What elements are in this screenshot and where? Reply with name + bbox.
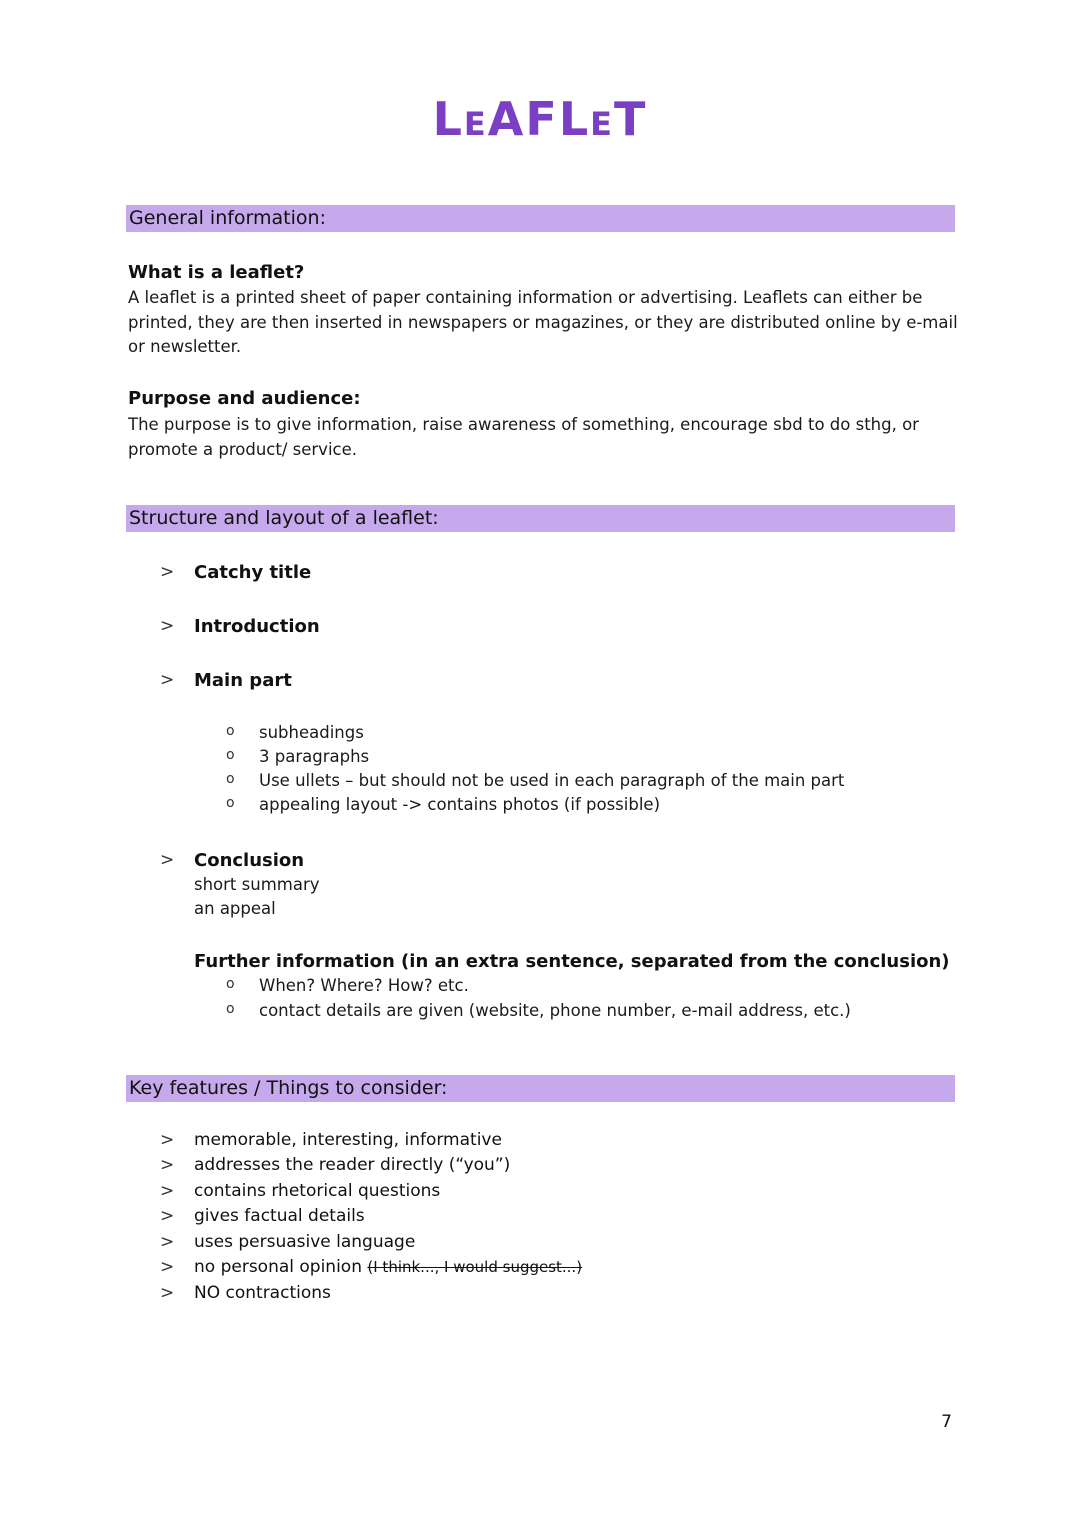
what-is-heading: What is a leaflet?: [128, 262, 305, 283]
subitem-label: appealing layout -> contains photos (if possible): [259, 795, 661, 814]
subitem-label: subheadings: [259, 723, 364, 742]
arrow-icon: >: [160, 1155, 175, 1175]
feature-label: addresses the reader directly (“you”): [194, 1155, 511, 1175]
feature-label: uses persuasive language: [194, 1232, 416, 1252]
feature-label-text: no personal opinion: [194, 1257, 362, 1277]
bullet-icon: o: [226, 976, 235, 992]
feature-label: memorable, interesting, informative: [194, 1130, 502, 1150]
feature-label: [194, 1257, 582, 1277]
arrow-icon: >: [160, 1181, 175, 1201]
feature-label: NO contractions: [194, 1283, 331, 1303]
section-header-structure: Structure and layout of a leaflet:: [126, 505, 955, 532]
arrow-icon: >: [160, 1257, 175, 1277]
bullet-icon: o: [226, 723, 235, 739]
bullet-icon: o: [226, 771, 235, 787]
feature-label: contains rhetorical questions: [194, 1181, 441, 1201]
subitem-label: When? Where? How? etc.: [259, 976, 469, 995]
arrow-icon: >: [160, 670, 175, 690]
conclusion-line: an appeal: [194, 899, 276, 918]
what-is-text: A leaflet is a printed sheet of paper containing information or advertising. Leaflets can either be printed, they are then inserted in newspapers or magazines, or they are distributed online by e-mail or newsletter.: [128, 288, 958, 356]
section-header-general: General information:: [126, 205, 955, 232]
conclusion-label: Conclusion: [194, 850, 305, 871]
bullet-icon: o: [226, 747, 235, 763]
arrow-icon: >: [160, 850, 175, 870]
purpose-heading: Purpose and audience:: [128, 388, 361, 409]
purpose-text: The purpose is to give information, raise awareness of something, encourage sbd to do sthg, or promote a product/ service.: [128, 415, 919, 459]
struck-example-text: (I think..., I would suggest...): [367, 1258, 583, 1276]
structure-item-label: Main part: [194, 670, 292, 691]
arrow-icon: >: [160, 616, 175, 636]
bullet-icon: o: [226, 1001, 235, 1017]
structure-item-label: Catchy title: [194, 562, 312, 583]
page-number: 7: [941, 1412, 952, 1432]
arrow-icon: >: [160, 1283, 175, 1303]
subitem-label: contact details are given (website, phone number, e-mail address, etc.): [259, 1001, 851, 1020]
further-info-heading: Further information (in an extra sentence, separated from the conclusion): [194, 951, 950, 972]
subitem-label: 3 paragraphs: [259, 747, 370, 766]
bullet-icon: o: [226, 795, 235, 811]
arrow-icon: >: [160, 1232, 175, 1252]
page-title: LeAFLeT: [432, 92, 648, 146]
conclusion-line: short summary: [194, 875, 320, 894]
arrow-icon: >: [160, 1130, 175, 1150]
arrow-icon: >: [160, 562, 175, 582]
structure-item-label: Introduction: [194, 616, 320, 637]
arrow-icon: >: [160, 1206, 175, 1226]
section-header-features: Key features / Things to consider:: [126, 1075, 955, 1102]
subitem-label: Use ullets – but should not be used in each paragraph of the main part: [259, 771, 845, 790]
feature-label: gives factual details: [194, 1206, 365, 1226]
